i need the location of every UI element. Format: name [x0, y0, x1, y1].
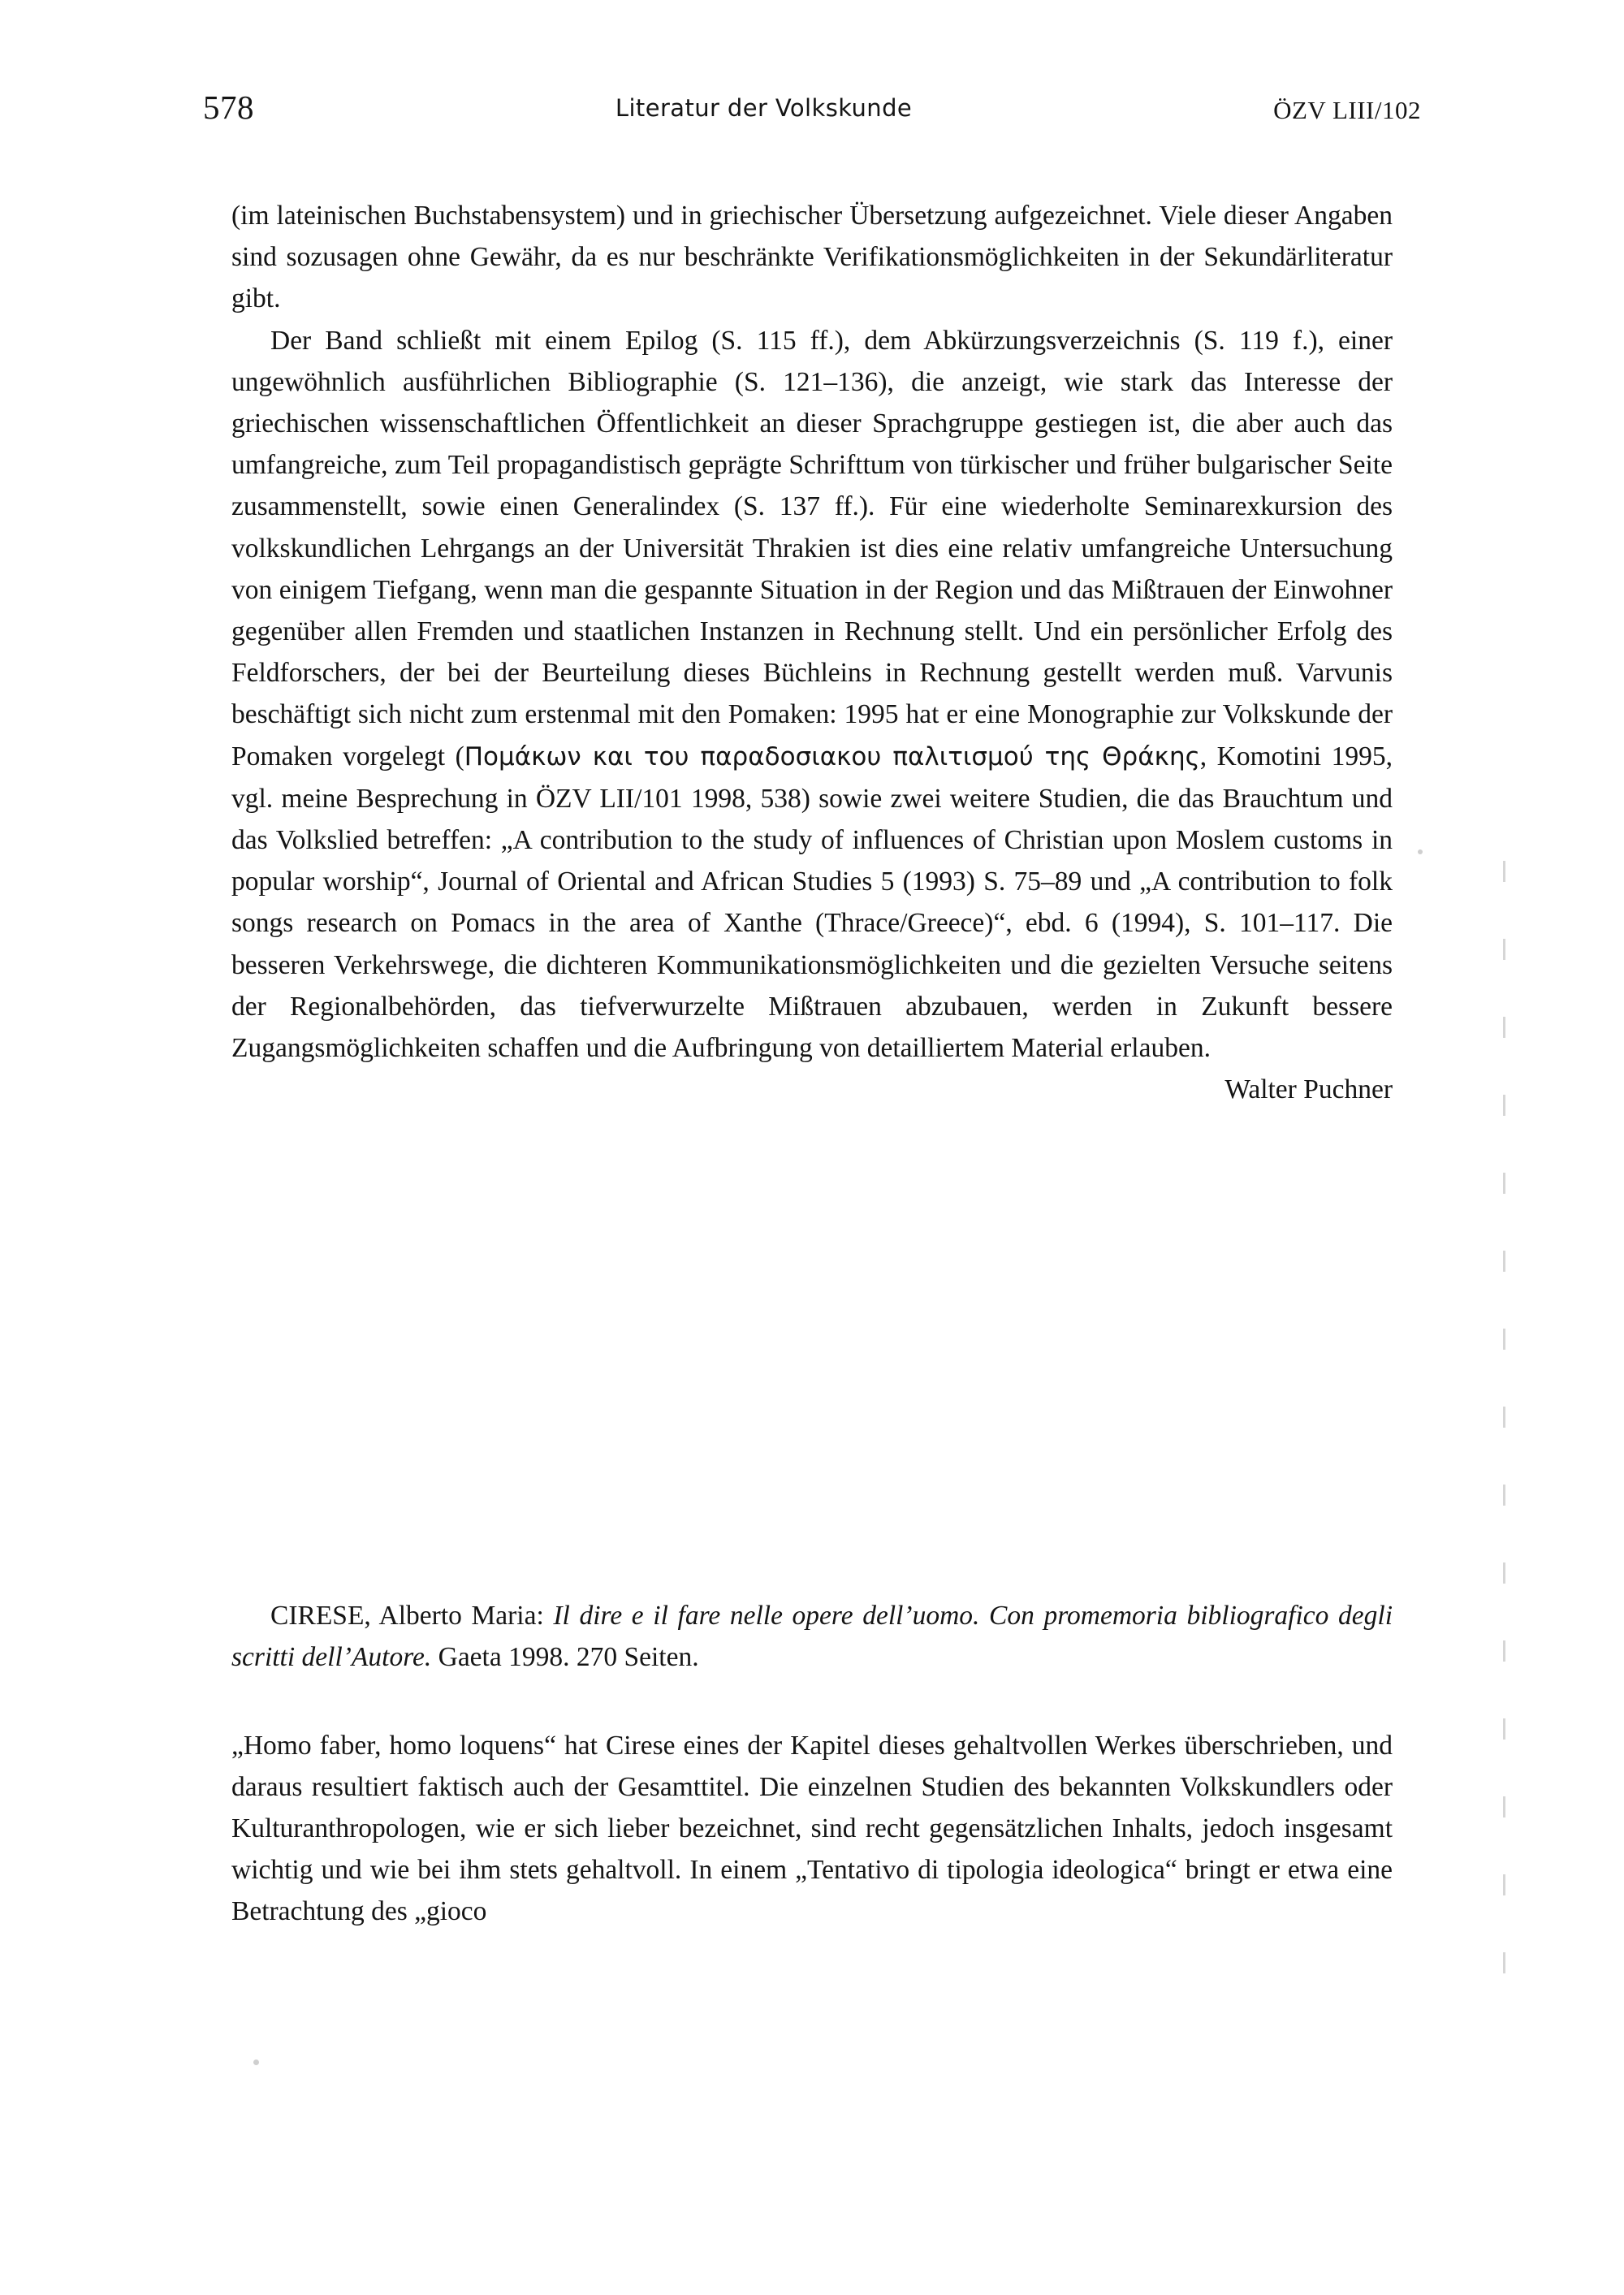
- review-two-heading: [231, 1567, 1393, 1705]
- paragraph-2-part-2: , Komotini 1995, vgl. meine Besprechung in ÖZV LII/101 1998, 538) sowie zwei weitere Studien, die das Brauchtum und das Volkslied betreffen: „A contribution to the study of influences of Christian upon Moslem customs in popular worship“, Journal of Oriental and African Studies 5 (1993) S. 75–89 und „A contribution to folk songs research on Pomacs in the area of Xanthe (Thrace/Greece)“, ebd. 6 (1994), S. 101–117. Die besseren Verkehrswege, die dichteren Kommunikationsmöglichkeiten und die gezielten Versuche seitens der Regionalbehörden, das tiefverwurzelte Mißtrauen abzubauen, werden in Zukunft bessere Zugangsmöglichkeiten schaffen und die Aufbringung von detailliertem Material erlauben.: [231, 741, 1393, 1064]
- scan-edge-artifact: [1503, 861, 1505, 2022]
- paragraph-1: (im lateinischen Buchstabensystem) und in griechischer Übersetzung aufgezeichnet. Viele dieser Angaben sind sozusagen ohne Gewähr, da es nur beschränkte Verifikationsmöglichkeiten in der Sekundärliteratur gibt.: [231, 201, 1393, 314]
- review-one-text: [231, 195, 1393, 1110]
- paragraph-2-part-1: Der Band schließt mit einem Epilog (S. 115 ff.), dem Abkürzungsverzeichnis (S. 119 f.), einer ungewöhnlich ausführlichen Bibliographie (S. 121–136), die anzeigt, wie stark das Interesse der griechischen wissenschaftlichen Öffentlichkeit an dieser Sprachgruppe gestiegen ist, die aber auch das umfangreiche, zum Teil propagandistisch geprägte Schrifttum von türkischer und früher bulgarischer Seite zusammenstellt, sowie einen Generalindex (S. 137 ff.). Für eine wiederholte Seminarexkursion des volkskundlichen Lehrgangs an der Universität Thrakien ist dies eine relativ umfangreiche Untersuchung von einigem Tiefgang, wenn man die gespannte Situation in der Region und das Mißtrauen der Einwohner gegenüber allen Fremden und staatlichen Instanzen in Rechnung stellt. Und ein persönlicher Erfolg des Feldforschers, der bei der Beurteilung dieses Büchleins in Rechnung gestellt werden muß. Varvunis beschäftigt sich nicht zum erstenmal mit den Pomaken: 1995 hat er eine Monographie zur Volkskunde der Pomaken vorgelegt (: [231, 325, 1393, 771]
- reviewer-signature: Walter Puchner: [1224, 1074, 1393, 1105]
- scan-speck: [253, 2059, 259, 2065]
- review-two-author: CIRESE, Alberto Maria:: [270, 1600, 544, 1631]
- review-two-title: Il dire e il fare nelle opere dell’uomo. Con promemoria bibliografico degli scritti dell’Autore.: [231, 1600, 1393, 1672]
- review-two-paragraph: „Homo faber, homo loquens“ hat Cirese eines der Kapitel dieses gehaltvollen Werkes überschrieben, und daraus resultiert faktisch auch der Gesamttitel. Die einzelnen Studien des bekannten Volkskundlers oder Kulturanthropologen, wie er sich lieber bezeichnet, sind recht gegensätzlichen Inhalts, jedoch insgesamt wichtig und wie bei ihm stets gehaltvoll. In einem „Tentativo di tipologia ideologica“ bringt er etwa eine Betrachtung des „gioco: [231, 1730, 1393, 1927]
- scan-speck: [1418, 849, 1423, 854]
- greek-title: Πομάκων και του παραδοσιακου παλιτισμού της Θράκης: [464, 741, 1200, 771]
- journal-issue: ÖZV LIII/102: [1273, 96, 1421, 124]
- review-two-imprint: Gaeta 1998. 270 Seiten.: [438, 1641, 699, 1672]
- running-head-title: Literatur der Volkskunde: [615, 94, 913, 122]
- running-head: [203, 88, 1421, 136]
- review-two-body: [231, 1697, 1393, 1960]
- paragraph-2: [231, 320, 1393, 1070]
- page-number: 578: [203, 89, 254, 126]
- review-two-citation: [231, 1595, 1393, 1678]
